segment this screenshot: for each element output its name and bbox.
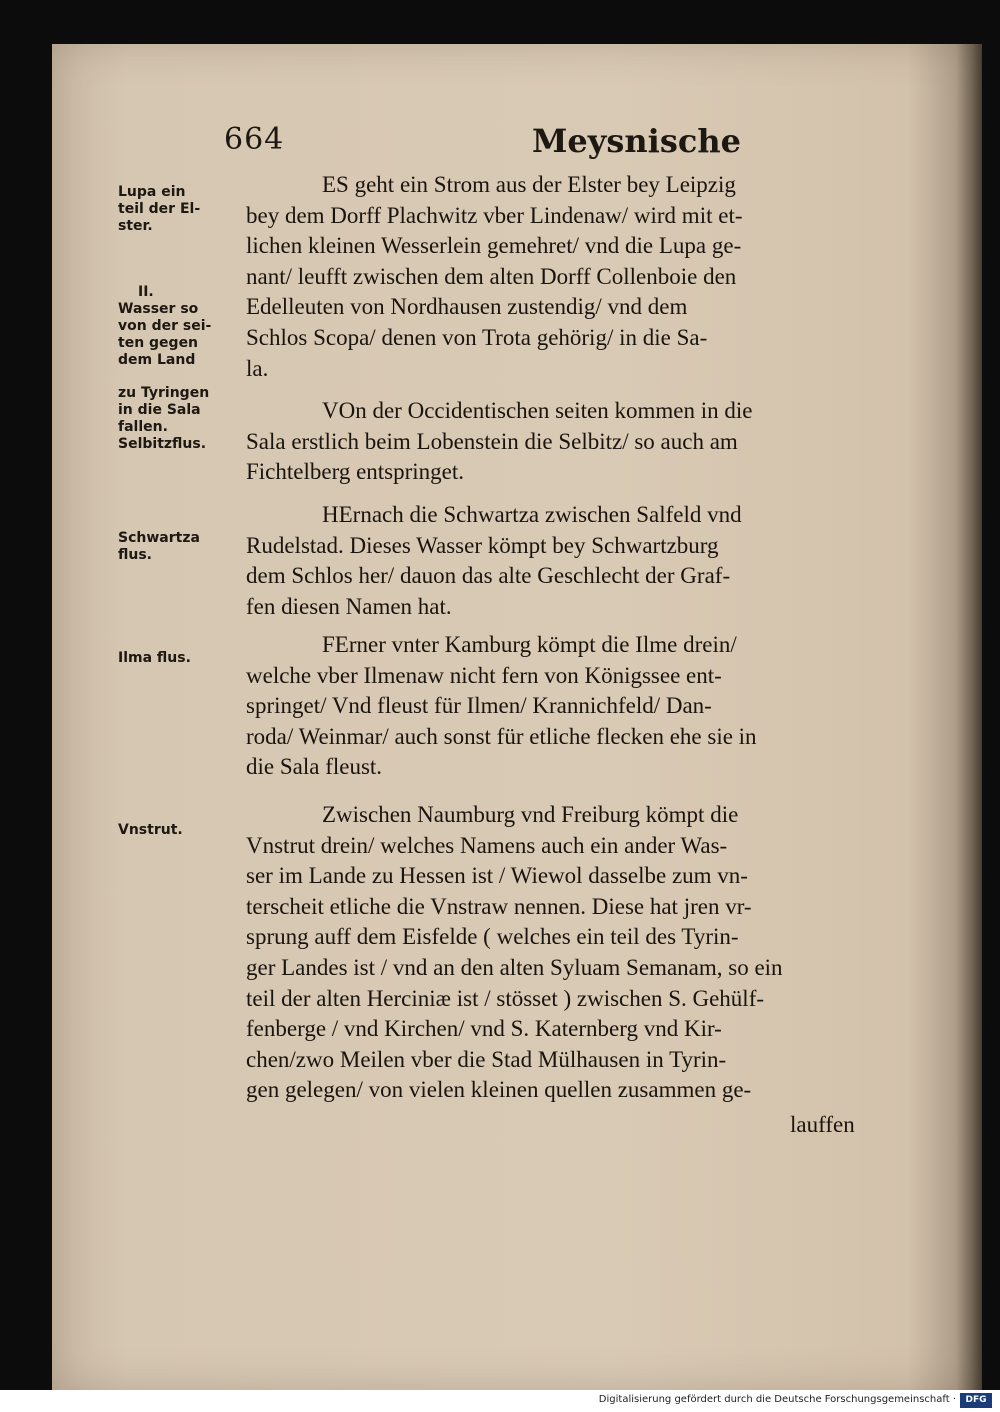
text-line: Zwischen Naumburg vnd Freiburg kömpt die <box>322 802 739 827</box>
margin-note-line: dem Land <box>118 352 196 368</box>
text-line: FErner vnter Kamburg kömpt die Ilme drein/ <box>322 632 737 657</box>
margin-note-line: ster. <box>118 218 153 234</box>
text-line: HErnach die Schwartza zwischen Salfeld vnd <box>322 502 742 527</box>
text-line: sprung auff dem Eisfelde ( welches ein teil des Tyrin- <box>246 924 739 950</box>
footer-credit: Digitalisierung gefördert durch die Deutsche Forschungsgemeinschaft · <box>598 1394 956 1405</box>
text-line: chen/zwo Meilen vber die Stad Mülhausen in Tyrin- <box>246 1046 727 1072</box>
text-line: welche vber Ilmenaw nicht fern von Königssee ent- <box>246 662 722 688</box>
margin-note-line: flus. <box>118 547 152 563</box>
margin-note-line: teil der El- <box>118 201 201 217</box>
text-line: lichen kleinen Wesserlein gemehret/ vnd die Lupa ge- <box>246 233 742 259</box>
margin-note-line: fallen. <box>118 419 168 435</box>
text-line: fenberge / vnd Kirchen/ vnd S. Katernberg vnd Kir- <box>246 1016 722 1042</box>
margin-note-line: ten gegen <box>118 335 199 351</box>
paragraph-5 <box>246 800 864 1106</box>
margin-note-wasser <box>118 284 246 453</box>
paragraph-2 <box>246 396 864 488</box>
margin-note-unstrut <box>118 822 246 839</box>
text-line: ser im Lande zu Hessen ist / Wiewol dasselbe zum vn- <box>246 863 748 889</box>
text-line: gen gelegen/ von vielen kleinen quellen zusammen ge- <box>246 1077 752 1103</box>
text-line: nant/ leufft zwischen dem alten Dorff Collenboie den <box>246 263 737 289</box>
text-line: Schlos Scopa/ denen von Trota gehörig/ in die Sa- <box>246 324 708 350</box>
page-edge-shadow <box>956 44 982 1390</box>
footer <box>0 1390 1000 1412</box>
margin-note-ilma <box>118 650 246 667</box>
text-line: Fichtelberg entspringet. <box>246 459 465 485</box>
text-line: Edelleuten von Nordhausen zustendig/ vnd dem <box>246 294 688 320</box>
text-line: VOn der Occidentischen seiten kommen in die <box>322 398 753 423</box>
margin-note-line: Lupa ein <box>118 184 186 200</box>
margin-note-line: in die Sala <box>118 402 201 418</box>
text-line: bey dem Dorff Plachwitz vber Lindenaw/ wird mit et- <box>246 202 743 228</box>
catchword: lauffen <box>790 1112 855 1137</box>
margin-note-line: Selbitzflus. <box>118 436 207 452</box>
margin-note-line: zu Tyringen <box>118 385 210 401</box>
text-line: dem Schlos her/ dauon das alte Geschlecht der Graf- <box>246 563 731 589</box>
running-title: Meysnische <box>532 122 741 160</box>
dfg-logo: DFG <box>960 1393 992 1408</box>
text-line: Vnstrut drein/ welches Namens auch ein ander Was- <box>246 832 728 858</box>
text-line: Sala erstlich beim Lobenstein die Selbitz/ so auch am <box>246 428 738 454</box>
text-line: terscheit etliche die Vnstraw nennen. Diese hat jren vr- <box>246 893 752 919</box>
margin-note-lupa <box>118 184 246 235</box>
text-line: teil der alten Herciniæ ist / stösset ) zwischen S. Gehülf- <box>246 985 765 1011</box>
margin-note-line: Schwartza <box>118 530 200 546</box>
margin-note-line: Vnstrut. <box>118 822 183 838</box>
text-line: die Sala fleust. <box>246 754 383 780</box>
paragraph-4 <box>246 630 864 783</box>
page-number: 664 <box>224 122 285 157</box>
text-line: la. <box>246 355 269 381</box>
text-line: ger Landes ist / vnd an den alten Syluam Semanam, so ein <box>246 954 783 980</box>
margin-note-line: Ilma flus. <box>118 650 191 666</box>
text-line: ES geht ein Strom aus der Elster bey Leipzig <box>322 172 736 197</box>
paragraph-3 <box>246 500 864 622</box>
margin-note-line: II. <box>138 284 154 300</box>
margin-note-schwartza <box>118 530 246 564</box>
text-line: roda/ Weinmar/ auch sonst für etliche flecken ehe sie in <box>246 723 757 749</box>
paragraph-1 <box>246 170 864 384</box>
margin-note-line: von der sei- <box>118 318 212 334</box>
text-line: springet/ Vnd fleust für Ilmen/ Krannichfeld/ Dan- <box>246 693 712 719</box>
text-line: fen diesen Namen hat. <box>246 593 452 619</box>
text-line: Rudelstad. Dieses Wasser kömpt bey Schwartzburg <box>246 532 719 558</box>
page-header <box>52 122 982 172</box>
margin-note-line: Wasser so <box>118 301 199 317</box>
